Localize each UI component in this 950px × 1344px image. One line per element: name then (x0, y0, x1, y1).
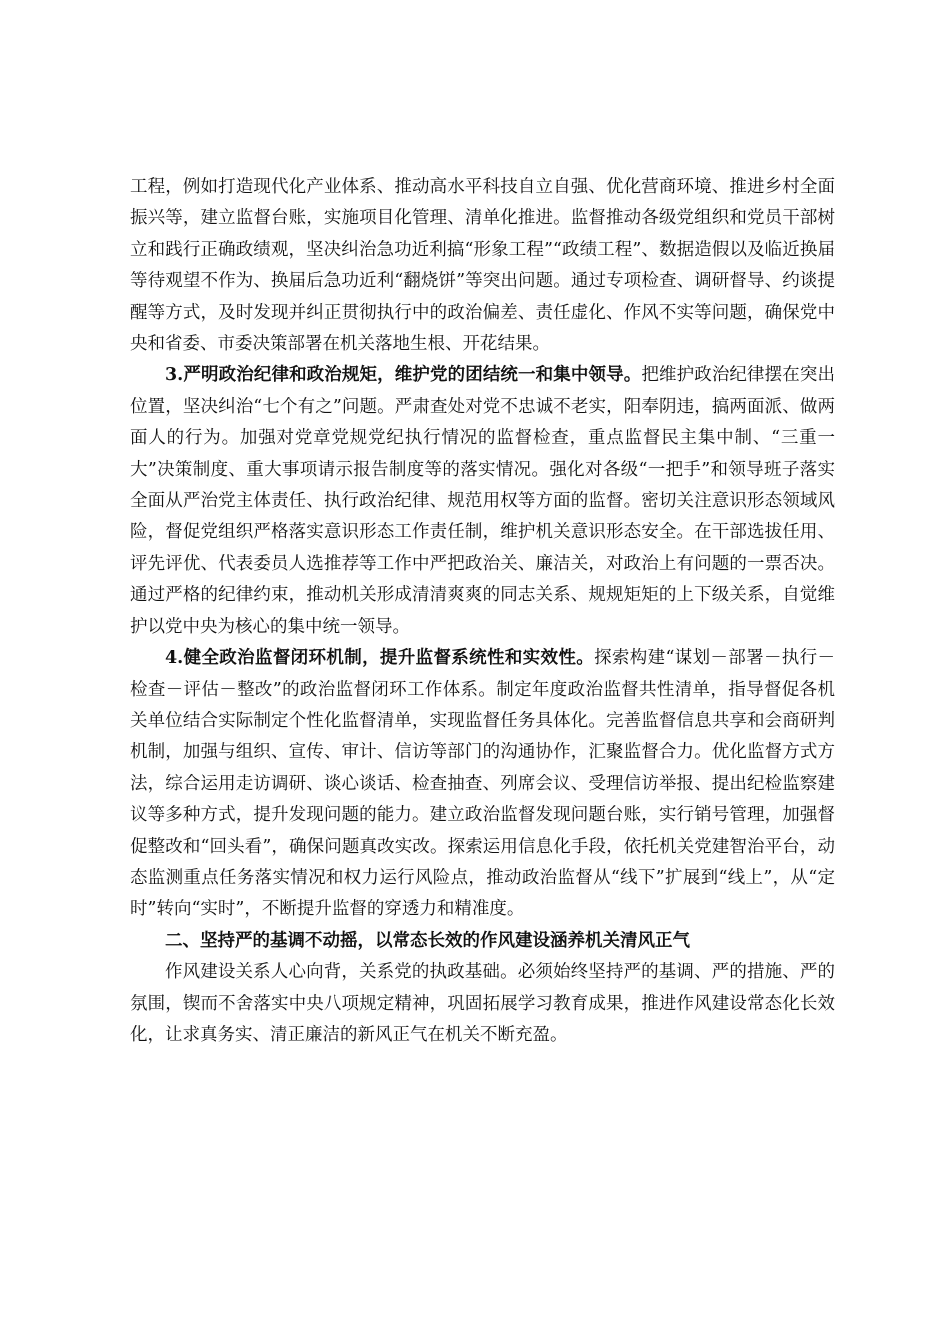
closing-paragraph: 作风建设关系人心向背，关系党的执政基础。必须始终坚持严的基调、严的措施、严的氛围，锲而不舍落实中央八项规定精神，巩固拓展学习教育成果，推进作风建设常态化长效化，让求真务实、清正廉洁的新风正气在机关不断充盈。 (130, 962, 835, 1045)
paragraph-lead-heading: 4.健全政治监督闭环机制，提升监督系统性和实效性。 (165, 648, 595, 669)
paragraph-continuation (130, 172, 835, 360)
paragraph-item-3 (130, 360, 835, 643)
paragraph-text: 工程，例如打造现代化产业体系、推动高水平科技自立自强、优化营商环境、推进乡村全面振兴等，建立监督台账，实施项目化管理、清单化推进。监督推动各级党组织和党员干部树立和践行正确政绩观，坚决纠治急功近利搞“形象工程”“政绩工程”、数据造假以及临近换届等待观望不作为、换届后急功近利“翻烧饼”等突出问题。通过专项检查、调研督导、约谈提醒等方式，及时发现并纠正贯彻执行中的政治偏差、责任虚化、作风不实等问题，确保党中央和省委、市委决策部署在机关落地生根、开花结果。 (130, 177, 835, 355)
paragraph-text: 把维护政治纪律摆在突出位置，坚决纠治“七个有之”问题。严肃查处对党不忠诚不老实，阳奉阴违，搞两面派、做两面人的行为。加强对党章党规党纪执行情况的监督检查，重点监督民主集中制、“三重一大”决策制度、重大事项请示报告制度等的落实情况。强化对各级“一把手”和领导班子落实全面从严治党主体责任、执行政治纪律、规范用权等方面的监督。密切关注意识形态领域风险，督促党组织严格落实意识形态工作责任制，维护机关意识形态安全。在干部选拔任用、评先评优、代表委员人选推荐等工作中严把政治关、廉洁关，对政治上有问题的一票否决。通过严格的纪律约束，推动机关形成清清爽爽的同志关系、规规矩矩的上下级关系，自觉维护以党中央为核心的集中统一领导。 (130, 365, 835, 637)
document-body (130, 172, 835, 1051)
section-heading: 二、坚持严的基调不动摇，以常态长效的作风建设涵养机关清风正气 (165, 930, 690, 951)
paragraph-item-4 (130, 643, 835, 926)
paragraph-text: 探索构建“谋划－部署－执行－检查－评估－整改”的政治监督闭环工作体系。制定年度政治监督共性清单，指导督促各机关单位结合实际制定个性化监督清单，实现监督任务具体化。完善监督信息共享和会商研判机制，加强与组织、宣传、审计、信访等部门的沟通协作，汇聚监督合力。优化监督方式方法，综合运用走访调研、谈心谈话、检查抽查、列席会议、受理信访举报、提出纪检监察建议等多种方式，提升发现问题的能力。建立政治监督发现问题台账，实行销号管理，加强督促整改和“回头看”，确保问题真改实改。探索运用信息化手段，依托机关党建智治平台，动态监测重点任务落实情况和权力运行风险点，推动政治监督从“线下”扩展到“线上”，从“定时”转向“实时”，不断提升监督的穿透力和精准度。 (130, 648, 835, 920)
paragraph-lead-heading: 3.严明政治纪律和政治规矩，维护党的团结统一和集中领导。 (165, 365, 642, 386)
